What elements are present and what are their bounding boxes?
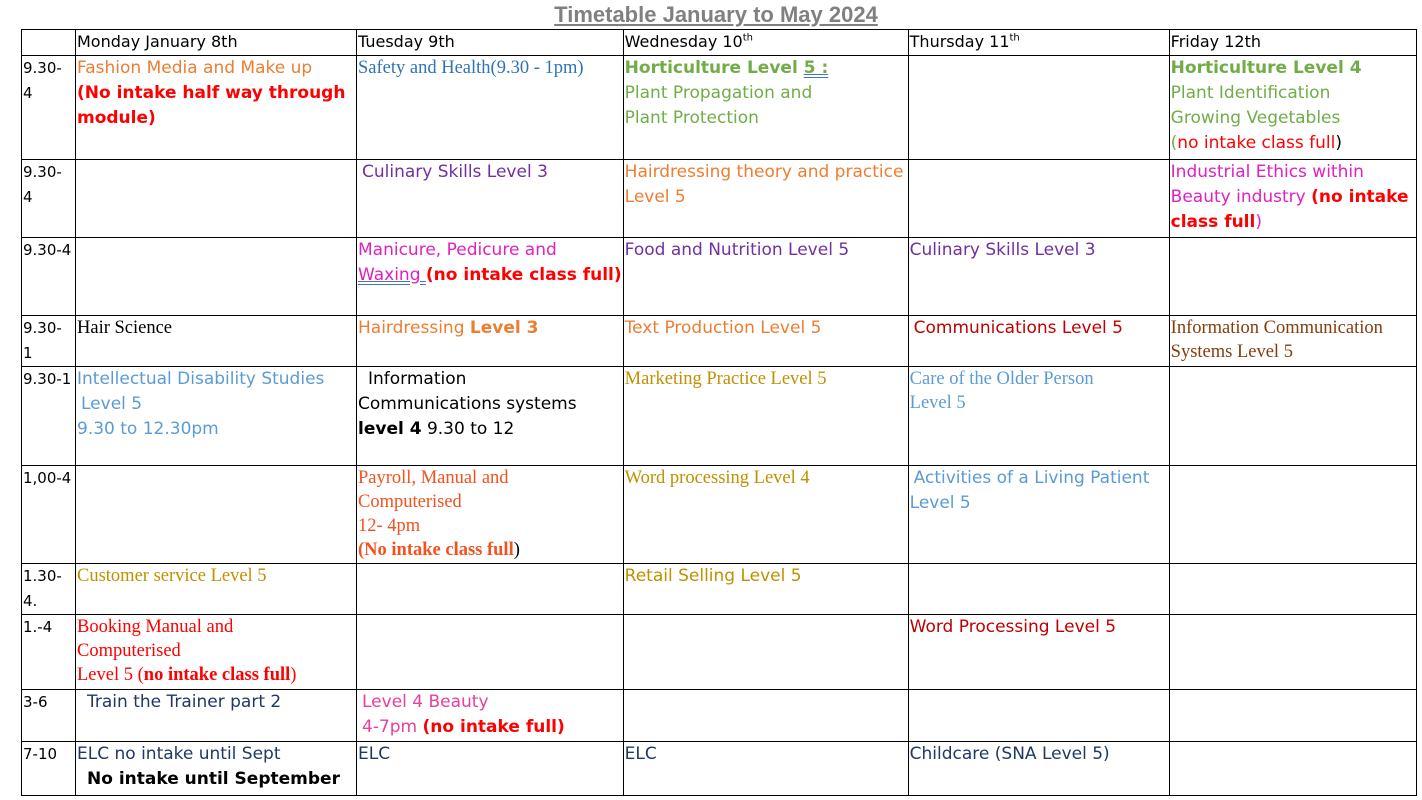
col-header-tuesday: Tuesday 9th bbox=[357, 30, 624, 56]
class-cell-monday: Train the Trainer part 2 bbox=[76, 690, 357, 742]
class-cell-wednesday: ELC bbox=[623, 742, 908, 796]
time-cell: 9.30- 1 bbox=[22, 316, 76, 367]
class-cell-tuesday: Payroll, Manual and Computerised 12- 4pm (No intake class full) bbox=[357, 466, 624, 564]
class-cell-friday bbox=[1169, 367, 1416, 466]
class-cell-wednesday: Horticulture Level 5 : Plant Propagation and Plant Protection bbox=[623, 56, 908, 160]
corner-cell bbox=[22, 30, 76, 56]
table-row bbox=[22, 316, 1417, 367]
class-cell-friday: Horticulture Level 4 Plant Identification Growing Vegetables (no intake class full) bbox=[1169, 56, 1416, 160]
class-cell-thursday: Culinary Skills Level 3 bbox=[908, 238, 1169, 316]
table-row bbox=[22, 56, 1417, 160]
table-row bbox=[22, 615, 1417, 690]
class-cell-friday bbox=[1169, 466, 1416, 564]
class-cell-monday: Intellectual Disability Studies Level 5 9.30 to 12.30pm bbox=[76, 367, 357, 466]
time-cell: 9.30- 4 bbox=[22, 160, 76, 238]
table-row bbox=[22, 564, 1417, 615]
class-cell-wednesday: Text Production Level 5 bbox=[623, 316, 908, 367]
class-cell-friday bbox=[1169, 615, 1416, 690]
table-row bbox=[22, 742, 1417, 796]
class-safety-health: Safety and Health(9.30 - 1pm) bbox=[358, 58, 584, 78]
class-cell-wednesday bbox=[623, 615, 908, 690]
class-cell-thursday: Word Processing Level 5 bbox=[908, 615, 1169, 690]
col-header-friday: Friday 12th bbox=[1169, 30, 1416, 56]
class-cell-wednesday: Retail Selling Level 5 bbox=[623, 564, 908, 615]
class-cell-friday bbox=[1169, 690, 1416, 742]
class-cell-monday: ELC no intake until Sept No intake until September bbox=[76, 742, 357, 796]
class-cell-thursday: Activities of a Living Patient Level 5 bbox=[908, 466, 1169, 564]
class-cell-tuesday: Information Communications systems level 4 9.30 to 12 bbox=[357, 367, 624, 466]
class-cell-friday bbox=[1169, 742, 1416, 796]
class-cell-monday bbox=[76, 160, 357, 238]
class-cell-monday: Customer service Level 5 bbox=[76, 564, 357, 615]
class-cell-thursday: Childcare (SNA Level 5) bbox=[908, 742, 1169, 796]
time-cell: 1.30- 4. bbox=[22, 564, 76, 615]
class-cell-tuesday bbox=[357, 564, 624, 615]
time-cell: 7-10 bbox=[22, 742, 76, 796]
class-cell-thursday: Care of the Older Person Level 5 bbox=[908, 367, 1169, 466]
class-cell-tuesday: ELC bbox=[357, 742, 624, 796]
time-cell: 1.-4 bbox=[22, 615, 76, 690]
col-header-thursday: Thursday 11th bbox=[908, 30, 1169, 56]
class-cell-tuesday: Manicure, Pedicure and Waxing (no intake class full) bbox=[357, 238, 624, 316]
time-cell: 9.30- 4 bbox=[22, 56, 76, 160]
class-fashion-media: Fashion Media and Make up bbox=[77, 58, 313, 78]
header-row bbox=[22, 30, 1417, 56]
time-cell: 1,00-4 bbox=[22, 466, 76, 564]
class-cell-thursday: Communications Level 5 bbox=[908, 316, 1169, 367]
col-header-wednesday: Wednesday 10th bbox=[623, 30, 908, 56]
class-cell-tuesday bbox=[357, 615, 624, 690]
class-cell-monday bbox=[76, 56, 357, 160]
class-cell-tuesday: Hairdressing Level 3 bbox=[357, 316, 624, 367]
class-cell-monday: Hair Science bbox=[76, 316, 357, 367]
col-header-monday: Monday January 8th bbox=[76, 30, 357, 56]
class-cell-monday: Booking Manual and Computerised Level 5 (no intake class full) bbox=[76, 615, 357, 690]
class-cell-thursday bbox=[908, 564, 1169, 615]
table-row bbox=[22, 160, 1417, 238]
class-cell-wednesday: Food and Nutrition Level 5 bbox=[623, 238, 908, 316]
class-cell-friday bbox=[1169, 564, 1416, 615]
class-cell-wednesday: Marketing Practice Level 5 bbox=[623, 367, 908, 466]
time-cell: 9.30-4 bbox=[22, 238, 76, 316]
class-cell-friday: Industrial Ethics within Beauty industry (no intake class full) bbox=[1169, 160, 1416, 238]
table-row bbox=[22, 238, 1417, 316]
intake-note: module) bbox=[77, 108, 156, 128]
class-cell-thursday bbox=[908, 56, 1169, 160]
table-row bbox=[22, 690, 1417, 742]
class-cell-tuesday: Level 4 Beauty 4-7pm (no intake full) bbox=[357, 690, 624, 742]
intake-note: (No intake half way through bbox=[77, 83, 346, 103]
class-cell-tuesday: Culinary Skills Level 3 bbox=[357, 160, 624, 238]
class-cell-monday bbox=[76, 238, 357, 316]
class-cell-tuesday bbox=[357, 56, 624, 160]
class-cell-wednesday: Hairdressing theory and practice Level 5 bbox=[623, 160, 908, 238]
class-cell-friday: Information Communication Systems Level 5 bbox=[1169, 316, 1416, 367]
time-cell: 9.30-1 bbox=[22, 367, 76, 466]
class-cell-thursday bbox=[908, 690, 1169, 742]
class-cell-thursday bbox=[908, 160, 1169, 238]
table-row bbox=[22, 367, 1417, 466]
class-cell-friday bbox=[1169, 238, 1416, 316]
class-cell-wednesday: Word processing Level 4 bbox=[623, 466, 908, 564]
table-row bbox=[22, 466, 1417, 564]
time-cell: 3-6 bbox=[22, 690, 76, 742]
class-cell-monday bbox=[76, 466, 357, 564]
timetable bbox=[21, 29, 1417, 796]
class-cell-wednesday bbox=[623, 690, 908, 742]
page-title: Timetable January to May 2024 bbox=[554, 2, 878, 27]
